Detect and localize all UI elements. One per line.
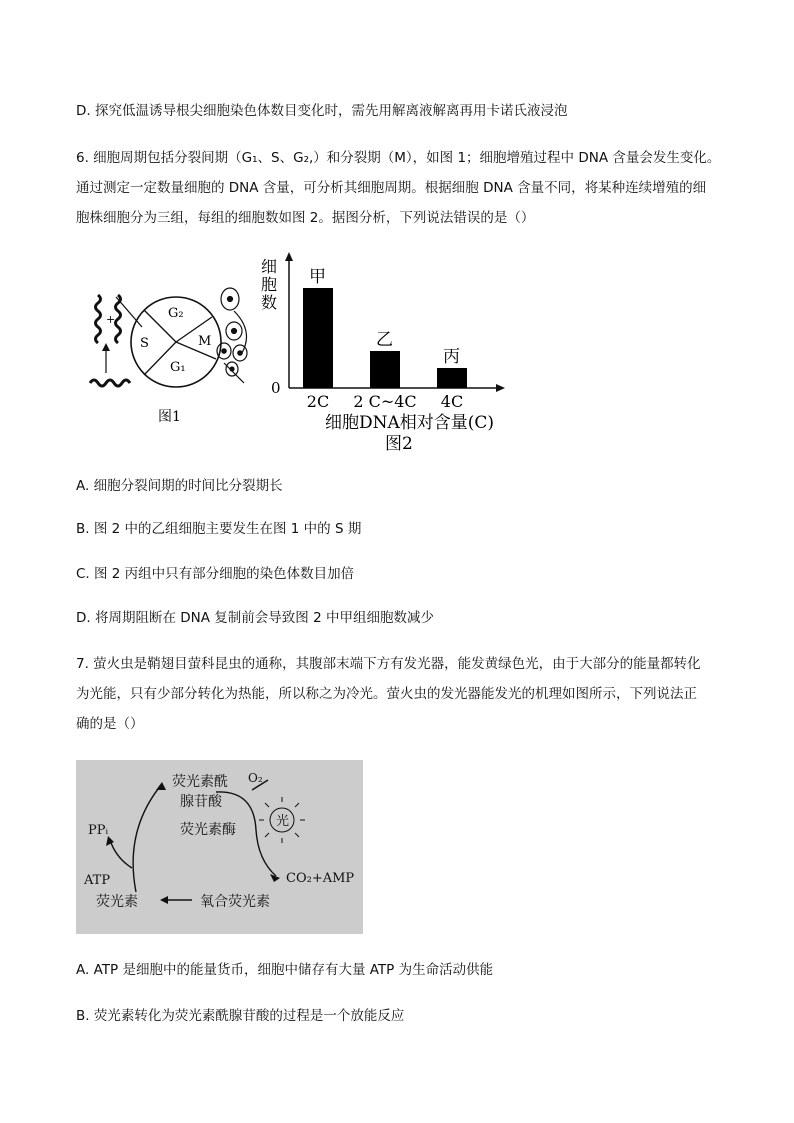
node-luciferyl-adenylate: 腺苷酸 <box>180 794 222 810</box>
q6-option-a: A. 细胞分裂间期的时间比分裂期长 <box>76 478 283 494</box>
y-axis-label-char: 细 <box>261 257 278 276</box>
bar-label: 甲 <box>309 267 326 287</box>
label-luciferase: 荧光素酶 <box>180 822 236 838</box>
q7-option-a: A. ATP 是细胞中的能量货币，细胞中储存有大量 ATP 为生命活动供能 <box>76 962 494 978</box>
label-o2: O₂ <box>248 771 263 785</box>
q7-stem-line3: 确的是（） <box>76 716 144 732</box>
q7-stem-line2: 为光能，只有少部分转化为热能，所以称之为冷光。萤火虫的发光器能发光的机理如图所示，下列说法正 <box>76 686 697 702</box>
node-luciferyl-adenylate: 荧光素酰 <box>172 774 228 790</box>
origin-label: 0 <box>271 379 281 397</box>
q6-stem-line3: 胞株细胞分为三组，每组的细胞数如图 2。据图分析，下列说法错误的是（） <box>76 210 535 226</box>
firefly-luminescence-diagram <box>76 760 363 934</box>
node-oxyluciferin: 氧合荧光素 <box>200 894 270 910</box>
q6-option-d: D. 将周期阻断在 DNA 复制前会导致图 2 中甲组细胞数减少 <box>76 610 434 626</box>
label-co2-amp: CO₂+AMP <box>286 871 355 886</box>
label-ppi: PPᵢ <box>88 823 109 838</box>
figure-2-caption: 图2 <box>385 434 413 454</box>
bar-label: 乙 <box>376 330 393 350</box>
y-axis-arrow-icon <box>285 252 293 261</box>
x-axis-arrow-icon <box>496 384 505 392</box>
q6-option-b: B. 图 2 中的乙组细胞主要发生在图 1 中的 S 期 <box>76 521 362 537</box>
bar-1 <box>370 351 400 388</box>
x-tick-label: 2 C~4C <box>353 392 417 411</box>
label-atp: ATP <box>84 873 111 888</box>
dividing-cells-icon <box>217 288 247 383</box>
figure-2-bar-chart <box>255 250 525 455</box>
q7-option-b: B. 荧光素转化为荧光素酰腺苷酸的过程是一个放能反应 <box>76 1008 405 1024</box>
q7-stem-line1: 7. 萤火虫是鞘翅目萤科昆虫的通称，其腹部末端下方有发光器，能发黄绿色光，由于大部分的能量都转化 <box>76 656 701 672</box>
bar-label: 丙 <box>443 347 460 367</box>
arrowhead-icon <box>102 343 110 351</box>
node-luciferin: 荧光素 <box>96 894 138 910</box>
q6-stem-line2: 通过测定一定数量细胞的 DNA 含量，可分析其细胞周期。根据细胞 DNA 含量不同，将某种连续增殖的细 <box>76 180 707 196</box>
phase-label-g2: G₂ <box>168 306 184 321</box>
phase-label-m: M <box>198 334 212 349</box>
chromosome-icon <box>90 295 130 386</box>
x-tick-label: 2C <box>306 392 330 411</box>
label-light: 光 <box>276 814 290 829</box>
plus-sign: + <box>106 313 116 326</box>
y-axis-label-char: 数 <box>261 293 278 312</box>
x-tick-label: 4C <box>440 392 464 411</box>
phase-label-g1: G₁ <box>170 360 186 375</box>
figure-1-cell-cycle <box>84 255 254 430</box>
bar-0 <box>303 288 333 388</box>
x-axis-label: 细胞DNA相对含量(C) <box>325 413 495 433</box>
q6-stem-line1: 6. 细胞周期包括分裂间期（G₁、S、G₂,）和分裂期（M），如图 1；细胞增殖过程中 DNA 含量会发生变化。 <box>76 150 721 166</box>
phase-label-s: S <box>140 336 149 351</box>
q6-option-c: C. 图 2 丙组中只有部分细胞的染色体数目加倍 <box>76 566 355 582</box>
y-axis-label-char: 胞 <box>261 275 278 294</box>
figure-1-caption: 图1 <box>158 409 181 425</box>
bar-2 <box>437 368 467 388</box>
q5-option-d: D. 探究低温诱导根尖细胞染色体数目变化时，需先用解离液解离再用卡诺氏液浸泡 <box>76 103 568 119</box>
